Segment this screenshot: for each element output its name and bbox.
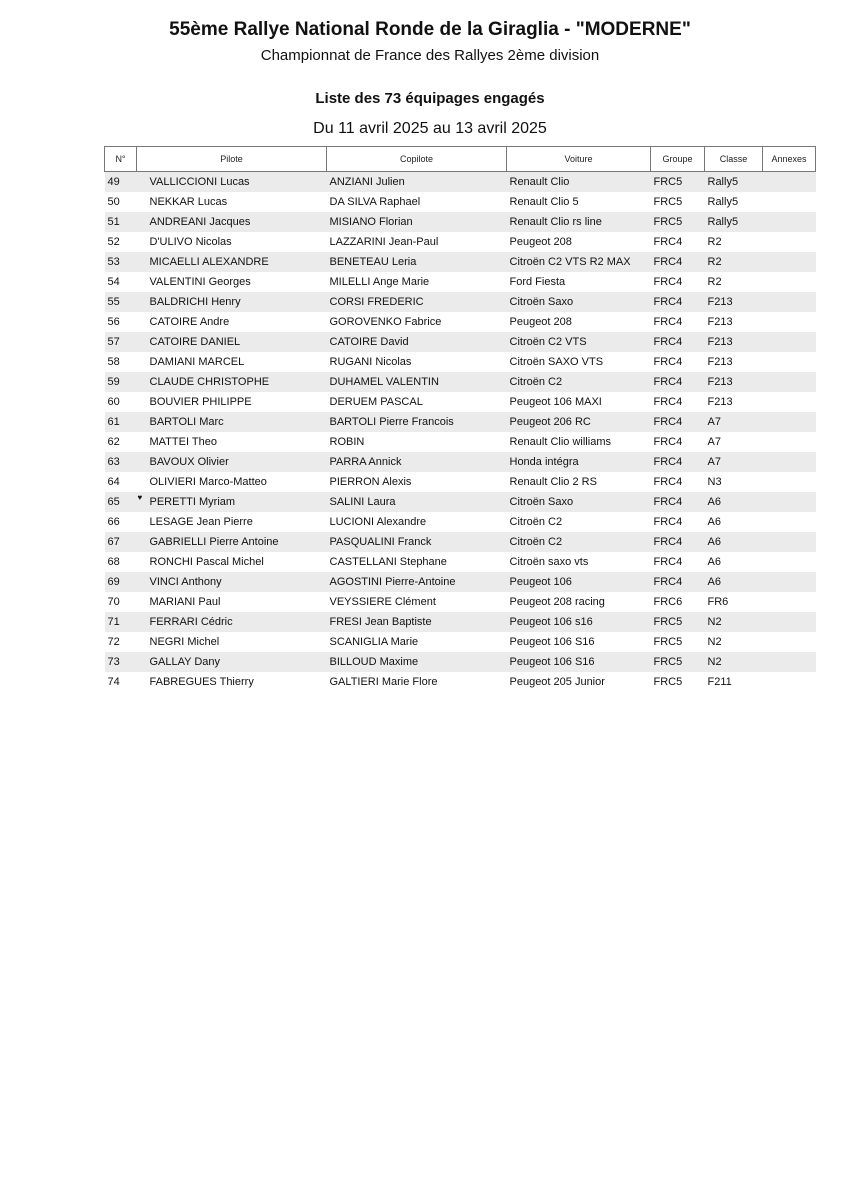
table-body (105, 172, 816, 693)
cell-copilote: GALTIERI Marie Flore (329, 676, 438, 688)
table-row (105, 612, 816, 632)
cell-pilote (137, 292, 327, 312)
cell-num: 66 (107, 516, 120, 528)
cell-copilote: ROBIN (329, 436, 365, 448)
cell-classe: A6 (705, 492, 763, 512)
pilote-name: BAVOUX Olivier (149, 456, 229, 468)
cell-num: 69 (105, 572, 137, 592)
cell-groupe: FRC5 (653, 676, 683, 688)
pilote-name: VINCI Anthony (149, 576, 222, 588)
cell-classe: A6 (707, 516, 721, 528)
table-row (105, 552, 816, 572)
cell-groupe: FRC4 (653, 236, 683, 248)
cell-num: 67 (105, 532, 137, 552)
cell-copilote: DERUEM PASCAL (329, 396, 423, 408)
cell-classe: N2 (705, 652, 763, 672)
cell-annexes (763, 252, 816, 272)
pilote-name: BOUVIER PHILIPPE (149, 396, 252, 408)
pilote-name: CATOIRE DANIEL (149, 336, 241, 348)
pilote-name: FERRARI Cédric (149, 616, 233, 628)
cell-copilote: DUHAMEL VALENTIN (327, 372, 507, 392)
cell-annexes (763, 372, 816, 392)
cell-pilote (137, 592, 327, 612)
cell-groupe: FRC5 (651, 172, 705, 193)
column-header-groupe: Groupe (651, 147, 705, 172)
table-row (105, 352, 816, 372)
cell-copilote: LUCIONI Alexandre (329, 516, 427, 528)
cell-classe: R2 (705, 252, 763, 272)
cell-annexes (763, 652, 816, 672)
cell-copilote: MISIANO Florian (327, 212, 507, 232)
cell-annexes (763, 592, 816, 612)
pilote-name: GALLAY Dany (149, 656, 221, 668)
cell-voiture: Peugeot 106 S16 (507, 652, 651, 672)
cell-pilote (137, 632, 327, 652)
cell-num: 61 (105, 412, 137, 432)
table-row (105, 392, 816, 412)
cell-copilote: SCANIGLIA Marie (329, 636, 419, 648)
cell-pilote (137, 232, 327, 252)
cell-num: 70 (107, 596, 120, 608)
cell-num: 55 (105, 292, 137, 312)
cell-copilote: ANZIANI Julien (327, 172, 507, 193)
cell-pilote (137, 532, 327, 552)
cell-voiture: Peugeot 106 (507, 572, 651, 592)
cell-classe: F211 (707, 676, 732, 688)
cell-voiture: Citroën C2 (507, 532, 651, 552)
cell-annexes (763, 672, 816, 692)
cell-voiture: Renault Clio williams (509, 436, 611, 448)
cell-copilote: GOROVENKO Fabrice (329, 316, 442, 328)
cell-copilote: LAZZARINI Jean-Paul (329, 236, 439, 248)
table-row (105, 272, 816, 292)
cell-pilote (137, 172, 327, 193)
cell-classe: Rally5 (705, 212, 763, 232)
cell-classe: N2 (705, 612, 763, 632)
cell-annexes (763, 272, 816, 292)
cell-copilote: BENETEAU Leria (327, 252, 507, 272)
cell-voiture: Renault Clio 2 RS (509, 476, 597, 488)
table-row (105, 172, 816, 193)
cell-annexes (763, 392, 816, 412)
cell-groupe: FRC4 (653, 396, 683, 408)
cell-classe: F213 (707, 356, 733, 368)
cell-groupe: FRC4 (653, 556, 683, 568)
cell-voiture: Renault Clio rs line (507, 212, 651, 232)
cell-pilote (137, 612, 327, 632)
cell-annexes (763, 452, 816, 472)
pilote-name: RONCHI Pascal Michel (149, 556, 264, 568)
cell-classe: A6 (705, 532, 763, 552)
cell-num: 56 (107, 316, 120, 328)
pilote-name: VALLICCIONI Lucas (149, 176, 250, 188)
cell-annexes (763, 192, 816, 212)
pilote-name: LESAGE Jean Pierre (149, 516, 253, 528)
cell-num: 63 (105, 452, 137, 472)
table-row (105, 652, 816, 672)
table-row (105, 252, 816, 272)
pilote-name: OLIVIERI Marco-Matteo (149, 476, 267, 488)
cell-groupe: FRC4 (651, 372, 705, 392)
cell-num: 51 (105, 212, 137, 232)
cell-pilote (137, 452, 327, 472)
cell-voiture: Citroën C2 (507, 372, 651, 392)
cell-copilote: BARTOLI Pierre Francois (327, 412, 507, 432)
cell-classe: R2 (707, 276, 722, 288)
cell-voiture: Peugeot 206 RC (507, 412, 651, 432)
cell-annexes (763, 212, 816, 232)
cell-copilote: PASQUALINI Franck (327, 532, 507, 552)
pilote-name: VALENTINI Georges (149, 276, 251, 288)
cell-groupe: FRC4 (651, 492, 705, 512)
table-row (105, 452, 816, 472)
cell-pilote (137, 552, 327, 572)
cell-groupe: FRC4 (651, 292, 705, 312)
cell-copilote: DA SILVA Raphael (329, 196, 421, 208)
cell-num: 50 (107, 196, 120, 208)
cell-pilote (137, 412, 327, 432)
cell-groupe: FRC4 (653, 516, 683, 528)
table-row (105, 292, 816, 312)
table-row (105, 492, 816, 512)
cell-groupe: FRC5 (651, 612, 705, 632)
pilote-name: PERETTI Myriam (149, 496, 236, 508)
table-row (105, 332, 816, 352)
cell-voiture: Citroën saxo vts (509, 556, 589, 568)
cell-pilote (137, 432, 327, 452)
column-header-voiture: Voiture (507, 147, 651, 172)
cell-pilote (137, 652, 327, 672)
cell-copilote: BILLOUD Maxime (327, 652, 507, 672)
column-header-copilote: Copilote (327, 147, 507, 172)
column-header-classe: Classe (705, 147, 763, 172)
cell-pilote (137, 572, 327, 592)
pilote-name: GABRIELLI Pierre Antoine (149, 536, 279, 548)
cell-num: 64 (107, 476, 120, 488)
cell-groupe: FRC5 (651, 212, 705, 232)
column-header-pilote: Pilote (137, 147, 327, 172)
cell-classe: A7 (707, 436, 721, 448)
cell-num: 60 (107, 396, 120, 408)
cell-num: 65 (105, 492, 137, 512)
cell-copilote: PIERRON Alexis (329, 476, 412, 488)
cell-annexes (763, 412, 816, 432)
cell-pilote (137, 472, 327, 492)
cell-classe: F213 (707, 316, 733, 328)
cell-annexes (763, 492, 816, 512)
cell-annexes (763, 292, 816, 312)
cell-pilote (137, 312, 327, 332)
column-header-num: N° (105, 147, 137, 172)
cell-annexes (763, 472, 816, 492)
cell-num: 53 (105, 252, 137, 272)
pilote-name: CLAUDE CHRISTOPHE (149, 376, 270, 388)
cell-voiture: Peugeot 208 (509, 316, 572, 328)
table-row (105, 432, 816, 452)
cell-annexes (763, 312, 816, 332)
cell-groupe: FRC4 (651, 532, 705, 552)
pilote-name: ANDREANI Jacques (149, 216, 251, 228)
cell-classe: Rally5 (705, 172, 763, 193)
cell-annexes (763, 632, 816, 652)
pilote-name: MICAELLI ALEXANDRE (149, 256, 269, 268)
cell-classe: F213 (705, 292, 763, 312)
cell-voiture: Honda intégra (507, 452, 651, 472)
cell-groupe: FRC4 (651, 412, 705, 432)
cell-voiture: Renault Clio (507, 172, 651, 193)
cell-groupe: FRC4 (653, 316, 683, 328)
cell-classe: A7 (705, 412, 763, 432)
table-row (105, 472, 816, 492)
cell-num: 71 (105, 612, 137, 632)
cell-annexes (763, 572, 816, 592)
cell-groupe: FRC6 (653, 596, 683, 608)
cell-classe: R2 (707, 236, 722, 248)
cell-groupe: FRC4 (653, 356, 683, 368)
cell-voiture: Citroën C2 (509, 516, 563, 528)
list-title: Liste des 73 équipages engagés (315, 90, 545, 107)
pilote-name: D'ULIVO Nicolas (149, 236, 232, 248)
cell-copilote: AGOSTINI Pierre-Antoine (327, 572, 507, 592)
cell-annexes (763, 232, 816, 252)
cell-groupe: FRC4 (653, 276, 683, 288)
cell-classe: F213 (705, 332, 763, 352)
table-row (105, 632, 816, 652)
cell-annexes (763, 432, 816, 452)
pilote-name: DAMIANI MARCEL (149, 356, 245, 368)
pilote-name: NEKKAR Lucas (149, 196, 228, 208)
cell-copilote: CORSI FREDERIC (327, 292, 507, 312)
cell-voiture: Citroën SAXO VTS (509, 356, 604, 368)
table-header-row (105, 147, 816, 172)
table-row (105, 512, 816, 532)
cell-voiture: Citroën C2 VTS (507, 332, 651, 352)
cell-voiture: Citroën C2 VTS R2 MAX (507, 252, 651, 272)
pilote-name: BALDRICHI Henry (149, 296, 241, 308)
cell-classe: A6 (705, 572, 763, 592)
table-row (105, 192, 816, 212)
cell-annexes (763, 332, 816, 352)
pilote-name: CATOIRE Andre (149, 316, 230, 328)
cell-groupe: FRC5 (651, 652, 705, 672)
cell-voiture: Peugeot 208 racing (509, 596, 605, 608)
cell-pilote (137, 352, 327, 372)
cell-groupe: FRC4 (651, 572, 705, 592)
cell-num: 52 (107, 236, 120, 248)
column-header-annexes: Annexes (763, 147, 816, 172)
table-row (105, 212, 816, 232)
cell-groupe: FRC4 (651, 332, 705, 352)
cell-voiture: Ford Fiesta (509, 276, 566, 288)
cell-classe: FR6 (707, 596, 729, 608)
cell-pilote (137, 272, 327, 292)
cell-classe: F213 (705, 372, 763, 392)
cell-annexes (763, 532, 816, 552)
cell-classe: A7 (705, 452, 763, 472)
cell-voiture: Peugeot 106 S16 (509, 636, 595, 648)
cell-num: 62 (107, 436, 120, 448)
cell-annexes (763, 512, 816, 532)
cell-num: 74 (107, 676, 120, 688)
table-row (105, 532, 816, 552)
cell-voiture: Peugeot 205 Junior (509, 676, 605, 688)
page-subtitle: Championnat de France des Rallyes 2ème division (260, 47, 600, 64)
cell-classe: Rally5 (707, 196, 739, 208)
cell-voiture: Citroën Saxo (507, 292, 651, 312)
cell-voiture: Citroën Saxo (507, 492, 651, 512)
cell-pilote (137, 212, 327, 232)
cell-num: 58 (107, 356, 120, 368)
table-row (105, 412, 816, 432)
cell-copilote: RUGANI Nicolas (329, 356, 412, 368)
entries-table (104, 146, 816, 692)
cell-num: 73 (105, 652, 137, 672)
page-title: 55ème Rallye National Ronde de la Giraglia - "MODERNE" (169, 19, 691, 40)
cell-annexes (763, 552, 816, 572)
cell-groupe: FRC4 (651, 252, 705, 272)
cell-copilote: PARRA Annick (327, 452, 507, 472)
cell-copilote: CASTELLANI Stephane (329, 556, 447, 568)
pilote-name: MATTEI Theo (149, 436, 217, 448)
table-row (105, 312, 816, 332)
cell-groupe: FRC4 (653, 476, 683, 488)
cell-classe: N3 (707, 476, 722, 488)
cell-pilote (137, 492, 327, 512)
cell-groupe: FRC4 (651, 452, 705, 472)
table-row (105, 672, 816, 692)
cell-annexes (763, 352, 816, 372)
cell-copilote: VEYSSIERE Clément (329, 596, 436, 608)
cell-annexes (763, 612, 816, 632)
cell-voiture: Peugeot 208 (509, 236, 572, 248)
table-row (105, 232, 816, 252)
cell-annexes (763, 172, 816, 193)
cell-num: 49 (105, 172, 137, 193)
cell-copilote: FRESI Jean Baptiste (327, 612, 507, 632)
cell-pilote (137, 392, 327, 412)
table-row (105, 592, 816, 612)
cell-groupe: FRC5 (653, 196, 683, 208)
pilote-name: FABREGUES Thierry (149, 676, 254, 688)
cell-pilote (137, 372, 327, 392)
cell-pilote (137, 512, 327, 532)
cell-pilote (137, 672, 327, 692)
cell-num: 57 (105, 332, 137, 352)
table-row (105, 372, 816, 392)
cell-classe: F213 (707, 396, 733, 408)
cell-pilote (137, 252, 327, 272)
cell-voiture: Renault Clio 5 (509, 196, 579, 208)
table-row (105, 572, 816, 592)
cell-groupe: FRC4 (653, 436, 683, 448)
cell-copilote: SALINI Laura (327, 492, 507, 512)
heart-icon: ♥ (137, 493, 143, 502)
cell-voiture: Peugeot 106 MAXI (509, 396, 602, 408)
cell-num: 72 (107, 636, 120, 648)
cell-num: 68 (107, 556, 120, 568)
cell-copilote: MILELLI Ange Marie (329, 276, 430, 288)
cell-copilote: CATOIRE David (327, 332, 507, 352)
cell-pilote (137, 192, 327, 212)
cell-voiture: Peugeot 106 s16 (507, 612, 651, 632)
pilote-name: MARIANI Paul (149, 596, 221, 608)
pilote-name: BARTOLI Marc (149, 416, 224, 428)
cell-classe: A6 (707, 556, 721, 568)
cell-pilote (137, 332, 327, 352)
cell-classe: N2 (707, 636, 722, 648)
pilote-name: NEGRI Michel (149, 636, 220, 648)
event-dates: Du 11 avril 2025 au 13 avril 2025 (313, 120, 547, 137)
cell-groupe: FRC5 (653, 636, 683, 648)
cell-num: 59 (105, 372, 137, 392)
cell-num: 54 (107, 276, 120, 288)
